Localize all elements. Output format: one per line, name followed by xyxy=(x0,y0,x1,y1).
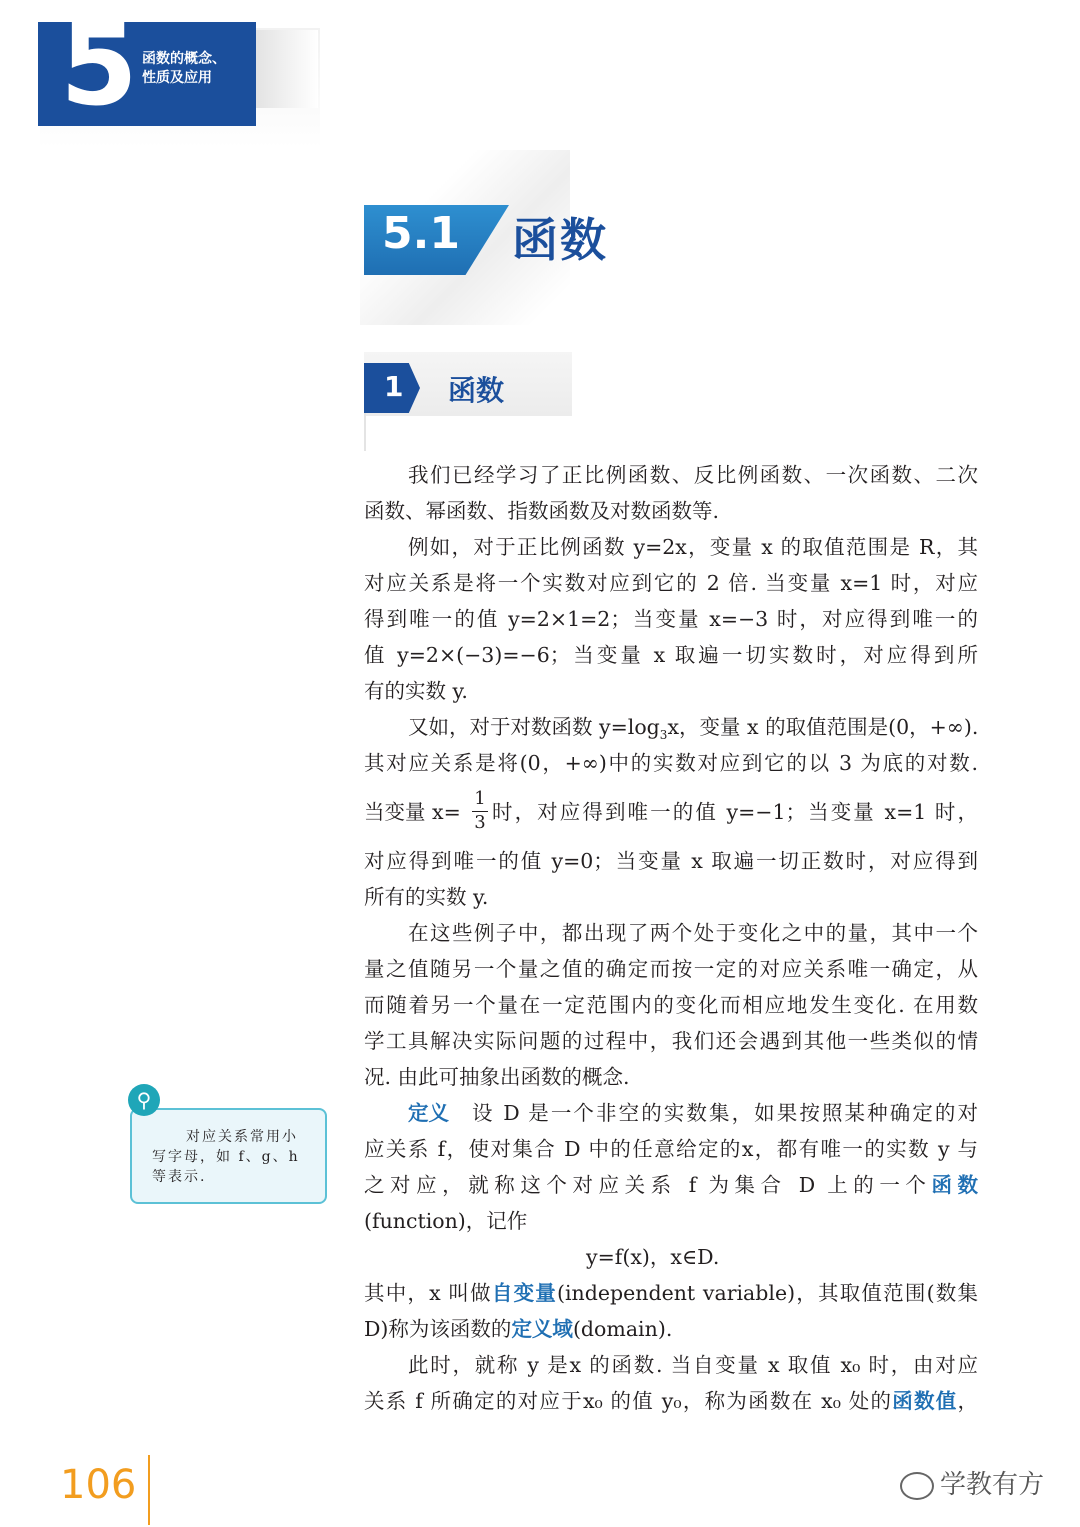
definition-label-text: 定义 xyxy=(408,1101,449,1125)
body-line: 有的实数 y. xyxy=(364,679,468,703)
body-text: 关系 f 所确定的对应于x₀ 的值 y₀，称为函数在 x₀ 处的 xyxy=(364,1389,893,1413)
body-line xyxy=(364,1173,978,1197)
definition-text: 之对应，就称这个对应关系 f 为集合 D 上的一个 xyxy=(364,1173,932,1197)
note-line: 等表示. xyxy=(152,1169,207,1185)
body-text: 其中，x 叫做 xyxy=(364,1281,492,1305)
body-line: 对应关系是将一个实数对应到它的 2 倍. 当变量 x=1 时，对应 xyxy=(364,571,978,595)
function-formula: y=f(x)，x∈D. xyxy=(586,1245,720,1269)
fraction-numerator: 1 xyxy=(474,788,486,809)
body-line xyxy=(408,715,978,747)
page-number-divider xyxy=(148,1455,150,1525)
log-text-end: x，变量 x 的取值范围是(0，+∞). xyxy=(667,715,979,739)
body-line: 我们已经学习了正比例函数、反比例函数、一次函数、二次 xyxy=(408,463,978,487)
log-base: 3 xyxy=(659,728,668,743)
body-line: 此时，就称 y 是x 的函数. 当自变量 x 取值 x₀ 时，由对应 xyxy=(408,1353,978,1377)
body-text: (domain). xyxy=(572,1317,673,1341)
log-text: 又如，对于对数函数 y=log xyxy=(408,715,660,739)
body-text: D)称为该函数的 xyxy=(364,1317,512,1341)
body-line: 得到唯一的值 y=2×1=2；当变量 x=−3 时，对应得到唯一的 xyxy=(364,607,978,631)
note-line: 写字母，如 f、g、h xyxy=(152,1149,300,1165)
wechat-icon xyxy=(900,1472,934,1500)
chapter-title-line1: 函数的概念、 xyxy=(142,51,226,67)
body-line: 学工具解决实际问题的过程中，我们还会遇到其他一些类似的情 xyxy=(364,1029,978,1053)
term-function-value: 函数值 xyxy=(892,1389,958,1413)
fraction-denominator: 3 xyxy=(474,812,486,833)
body-text: ， xyxy=(957,1389,979,1413)
body-line: 所有的实数 y. xyxy=(364,885,489,909)
body-line xyxy=(364,1317,978,1341)
body-line xyxy=(364,1281,978,1305)
body-line: (function)，记作 xyxy=(364,1209,528,1233)
subsection-divider xyxy=(364,413,366,451)
section-number: 5.1 xyxy=(382,208,460,259)
term-independent-variable: 自变量 xyxy=(491,1281,557,1305)
body-line: 况. 由此可抽象出函数的概念. xyxy=(364,1065,630,1089)
subsection-title: 函数 xyxy=(448,374,505,407)
body-line: 其对应关系是将(0，+∞)中的实数对应到它的以 3 为底的对数. xyxy=(364,751,978,775)
watermark-text: 学教有方 xyxy=(940,1470,1045,1500)
body-line: 函数、幂函数、指数函数及对数函数等. xyxy=(364,499,720,523)
term-domain: 定义域 xyxy=(511,1317,573,1341)
page-number: 106 xyxy=(60,1462,137,1508)
body-line: 对应得到唯一的值 y=0；当变量 x 取遍一切正数时，对应得到 xyxy=(364,849,978,873)
body-line: 值 y=2×(−3)=−6；当变量 x 取遍一切实数时，对应得到所 xyxy=(364,643,978,667)
body-line-fraction-right: 时，对应得到唯一的值 y=−1；当变量 x=1 时， xyxy=(492,800,978,824)
watermark xyxy=(900,1464,1044,1501)
subsection-number: 1 xyxy=(384,370,404,403)
body-line: 在这些例子中，都出现了两个处于变化之中的量，其中一个 xyxy=(408,921,978,945)
definition-label xyxy=(408,1101,468,1125)
body-line: 例如，对于正比例函数 y=2x，变量 x 的取值范围是 R，其 xyxy=(408,535,978,559)
body-line-fraction-left: 当变量 x= xyxy=(364,800,461,824)
body-line: 而随着另一个量在一定范围内的变化而相应地发生变化. 在用数 xyxy=(364,993,978,1017)
chapter-tab-accent xyxy=(256,30,318,108)
chapter-title-line2: 性质及应用 xyxy=(142,70,212,86)
section-title: 函数 xyxy=(512,213,608,267)
body-line: 量之值随另一个量之值的确定而按一定的对应关系唯一确定，从 xyxy=(364,957,978,981)
body-line: 应关系 f，使对集合 D 中的任意给定的x，都有唯一的实数 y 与 xyxy=(364,1137,978,1161)
body-text: (independent variable)，其取值范围(数集 xyxy=(557,1281,978,1305)
note-line: 对应关系常用小 xyxy=(186,1129,298,1145)
magnifier-icon: ⚲ xyxy=(128,1084,160,1116)
body-line: 设 D 是一个非空的实数集，如果按照某种确定的对 xyxy=(472,1101,978,1125)
chapter-number: 5 xyxy=(60,1,138,131)
body-line xyxy=(364,1389,978,1413)
term-function: 函数 xyxy=(931,1173,978,1197)
chapter-title xyxy=(142,50,226,88)
